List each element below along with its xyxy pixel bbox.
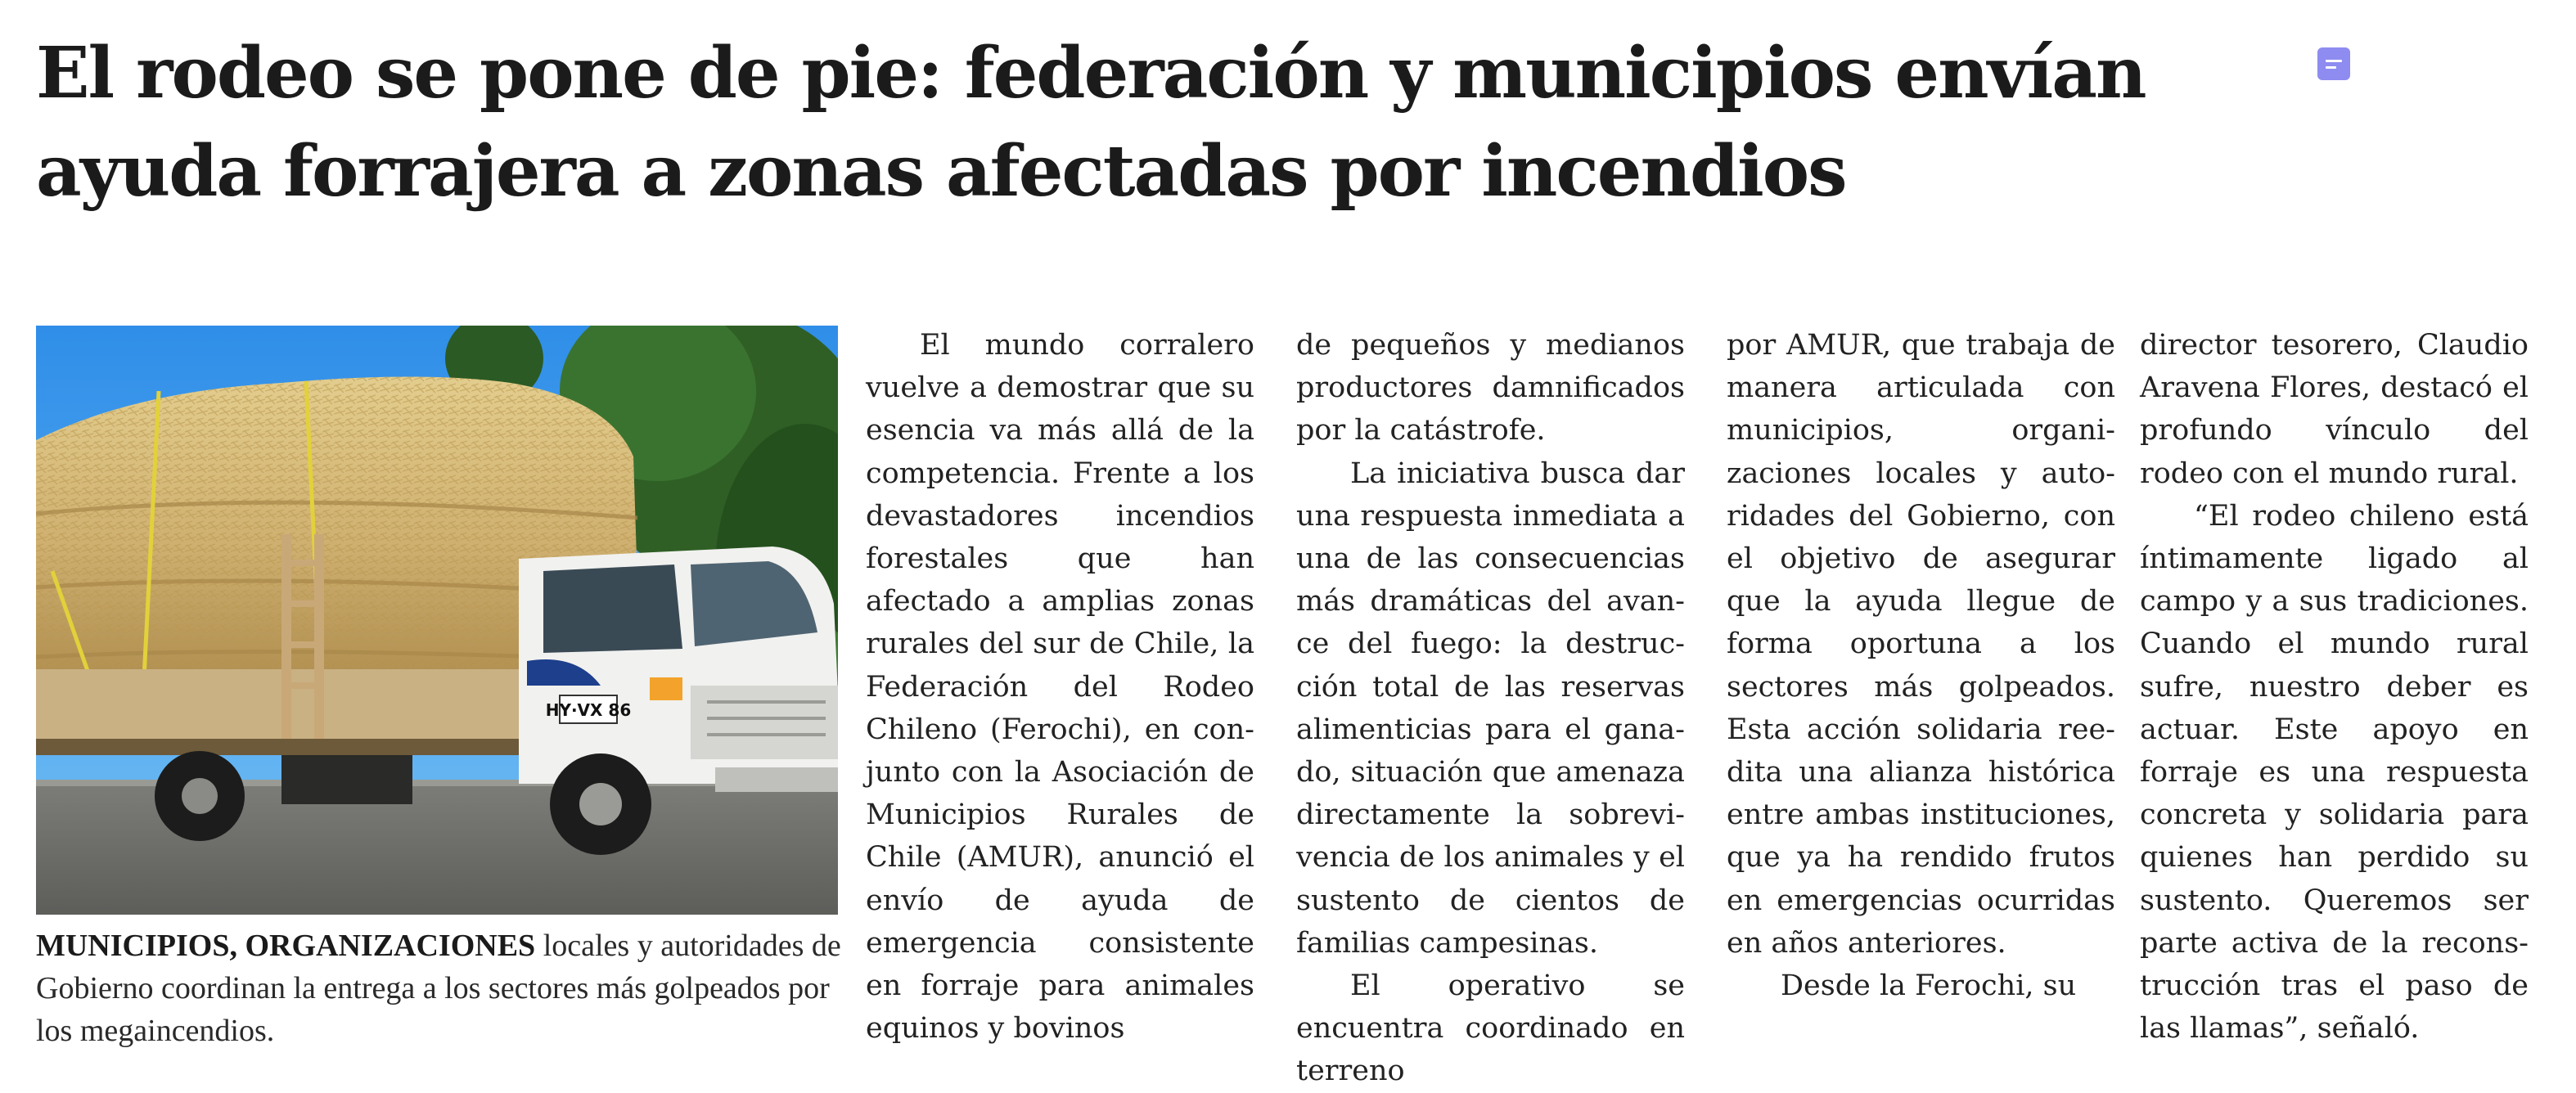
paragraph: El mundo corralero vuelve a demostrar que su esencia va más allá de la competencia. Frente a los devastadores incendios forestales que han afectado a amplias zonas rurales del sur de Chile, la Federación del Rodeo Chileno (Ferochi), en conjunto con la Asociación de Municipios Rurales de Chile (AMUR), anunció el envío de ayuda de emergencia consistente en forraje para animales equinos y bovinos [866, 329, 1254, 1046]
paragraph: La iniciativa busca dar una respuesta inmediata a una de las consecuencias más dramáticas del avance del fuego: la destrucción total de las reservas alimenticias para el ganado, situación que amenaza directamente la sobrevivencia de los animales y el sustento de cientos de familias campesinas. [1296, 457, 1685, 960]
truck-plate: HY·VX 86 [545, 700, 632, 720]
paragraph: Desde la Ferochi, su [1781, 969, 2077, 1003]
article-column-4 [2140, 324, 2529, 1050]
headline-line-1: El rodeo se pone de pie: federación y municipios envían [36, 32, 2146, 115]
caption-text: locales y autoridades de Gobierno coordinan la entrega a los sectores más golpeados por los megaincendios. [36, 929, 841, 1048]
headline-line-2: ayuda forrajera a zonas afectadas por incendios [36, 130, 1846, 213]
paragraph: por AMUR, que trabaja de manera articulada con municipios, organizaciones locales y autoridades del Gobierno, con el objetivo de asegurar que la ayuda llegue de forma oportuna a los sectores más golpeados. Esta acción solidaria reedita una alianza histórica entre ambas instituciones, que ya ha rendido frutos en emergencias ocurridas en años anteriores. [1727, 329, 2115, 960]
photo-caption [36, 924, 846, 1052]
paragraph: de pequeños y medianos productores damnificados por la catástrofe. [1296, 329, 1685, 448]
note-icon[interactable] [2317, 47, 2350, 80]
article-column-2 [1296, 324, 1685, 1093]
paragraph: director tesorero, Claudio Aravena Flores, destacó el profundo vínculo del rodeo con el mundo rural. [2140, 329, 2529, 490]
headline [36, 25, 2409, 221]
article-column-3 [1727, 324, 2115, 1007]
truck-hay-photo [36, 326, 838, 915]
paragraph: “El rodeo chileno está íntimamente ligado al campo y a sus tradiciones. Cuando el mundo rural sufre, nuestro deber es actuar. Este apoyo en forraje es una respuesta concreta y solidaria para quienes han perdido su sustento. Queremos ser parte activa de la reconstrucción tras el paso de las llamas”, señaló. [2140, 499, 2529, 1046]
caption-lead: MUNICIPIOS, ORGANIZACIONES [36, 929, 536, 963]
paragraph: El operativo se encuentra coordinado en terreno [1296, 969, 1685, 1088]
article-column-1 [866, 324, 1254, 1050]
